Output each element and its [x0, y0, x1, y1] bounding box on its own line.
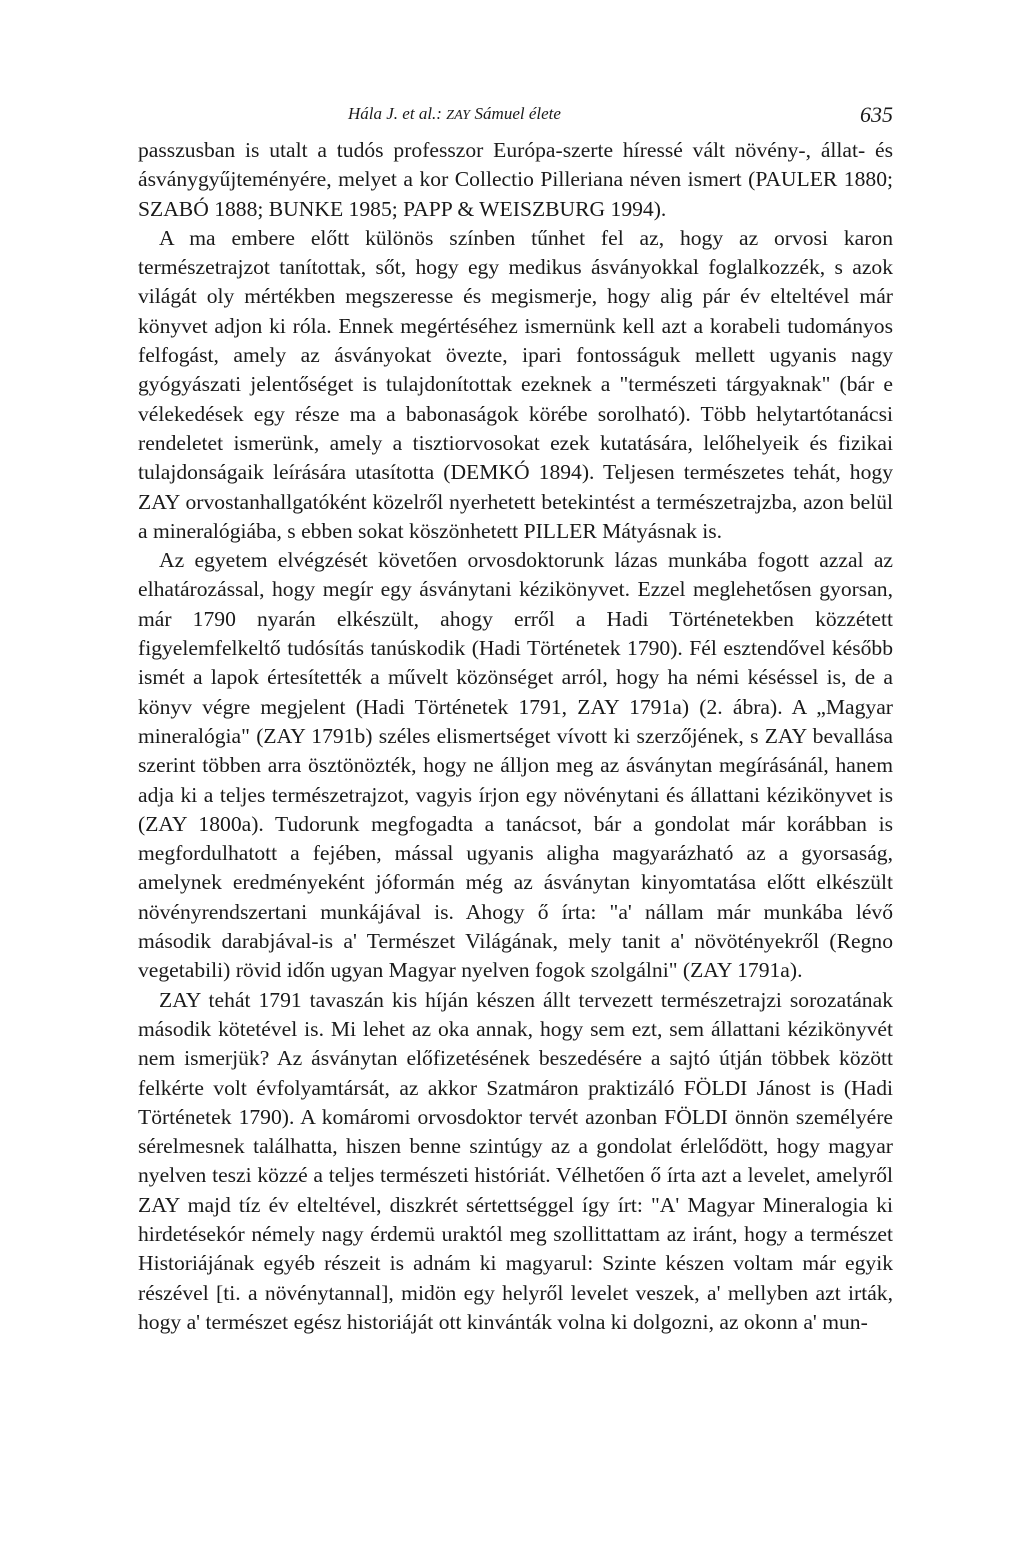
running-head	[138, 104, 893, 136]
running-title	[348, 104, 561, 124]
paragraph-4: ZAY tehát 1791 tavaszán kis híján készen állt tervezett természetrajzi sorozatának második kötetével is. Mi lehet az oka annak, hogy sem ezt, sem állattani kézikönyvét nem ismerjük? Az ásványtan előfizetésének beszedésére a sajtó útján többek között felkérte volt évfolyamtársát, az akkor Szatmáron praktizáló FÖLDI Jánost is (Hadi Történetek 1790). A komáromi orvosdoktor tervét azonban FÖLDI önnön személyére sérelmesnek találhatta, hiszen benne szintúgy az a gondolat érlelődött, hogy magyar nyelven teszi közzé a teljes természeti históriát. Vélhetően ő írta azt a levelet, amelyről ZAY majd tíz év elteltével, diszkrét sértettséggel így írt: "A' Magyar Mineralogia ki hirdetésekór némely nagy érdemü uraktól meg szollittattam az iránt, hogy a természet Historiájának egyéb részeit is adnám ki magyarul: Szinte készen voltam már egyik részével [ti. a növénytannal], midön egy helyről levelet veszek, a' mellyben azt irták, hogy a' természet egész historiáját ott kinvánták volna ki dolgozni, az okonn a' mun-	[138, 987, 893, 1334]
article-body	[138, 136, 893, 1337]
paragraph-3: Az egyetem elvégzését követően orvosdoktorunk lázas munkába fogott azzal az elhatározással, hogy megír egy ásványtani kézikönyvet. Ezzel meglehetősen gyorsan, már 1790 nyarán elkészült, ahogy erről a Hadi Történetekben közzétett figyelemfelkeltő tudósítás tanúskodik (Hadi Történetek 1790). Fél esztendővel később ismét a lapok értesítették a művelt közönséget arról, hogy ha némi késéssel is, de a könyv végre megjelent (Hadi Történetek 1791, ZAY 1791a) (2. ábra). A „Magyar mineralógia" (ZAY 1791b) széles elismertséget vívott ki szerzőjének, s ZAY bevallása szerint többen arra ösztönözték, hogy ne álljon meg az ásványtan megírásánál, hanem adja ki a teljes természetrajzot, vagyis írjon egy növénytani és állattani kézikönyvet is (ZAY 1800a). Tudorunk megfogadta a tanácsot, bár a gondolat már korábban is megfordulhatott a fejében, mással ugyanis aligha magyarázható az a gyorsaság, amelynek eredményeként jóformán még az ásványtan kinyomtatása előtt elkészült növényrendszertani munkájával is. Ahogy ő írta: "a' nállam már munkába lévő második darabjával-is a' Természet Világának, mely tanit a' növötényekről (Regno vegetabili) rövid időn ugyan Magyar nyelven fogok szolgálni" (ZAY 1791a).	[138, 548, 893, 983]
running-title-name: ZAY	[446, 108, 471, 123]
page-number: 635	[860, 102, 893, 127]
running-title-author: Hála J. et al.:	[348, 104, 447, 123]
paragraph-1: passzusban is utalt a tudós professzor Európa-szerte híressé vált növény-, állat- és ásványgyűjteményére, melyet a kor Collectio Pilleriana néven ismert (PAULER 1880; SZABÓ 1888; BUNKE 1985; PAPP & WEISZBURG 1994).	[138, 138, 893, 221]
paragraph-2: A ma embere előtt különös színben tűnhet fel az, hogy az orvosi karon természetrajzot tanítottak, sőt, hogy egy medikus ásványokkal foglalkozzék, s azok világát oly mértékben megszeresse és megismerje, hogy alig pár év elteltével már könyvet adjon ki róla. Ennek megértéséhez ismernünk kell azt a korabeli tudományos felfogást, amely az ásványokat övezte, ipari fontosságuk mellett ugyanis nagy gyógyászati jelentőséget is tulajdonítottak ezeknek a "természeti tárgyaknak" (bár e vélekedések egy része ma a babonaságok körébe sorolható). Több helytartótanácsi rendeletet ismerünk, amely a tisztiorvosokat ezek kutatására, lelőhelyeik és fizikai tulajdonságaik leírására utasította (DEMKÓ 1894). Teljesen természetes tehát, hogy ZAY orvostanhallgatóként közelről nyerhetett betekintést a természetrajzba, azon belül a mineralógiába, s ebben sokat köszönhetett PILLER Mátyásnak is.	[138, 225, 893, 543]
running-title-rest: Sámuel élete	[470, 104, 561, 123]
journal-page	[138, 104, 893, 1337]
